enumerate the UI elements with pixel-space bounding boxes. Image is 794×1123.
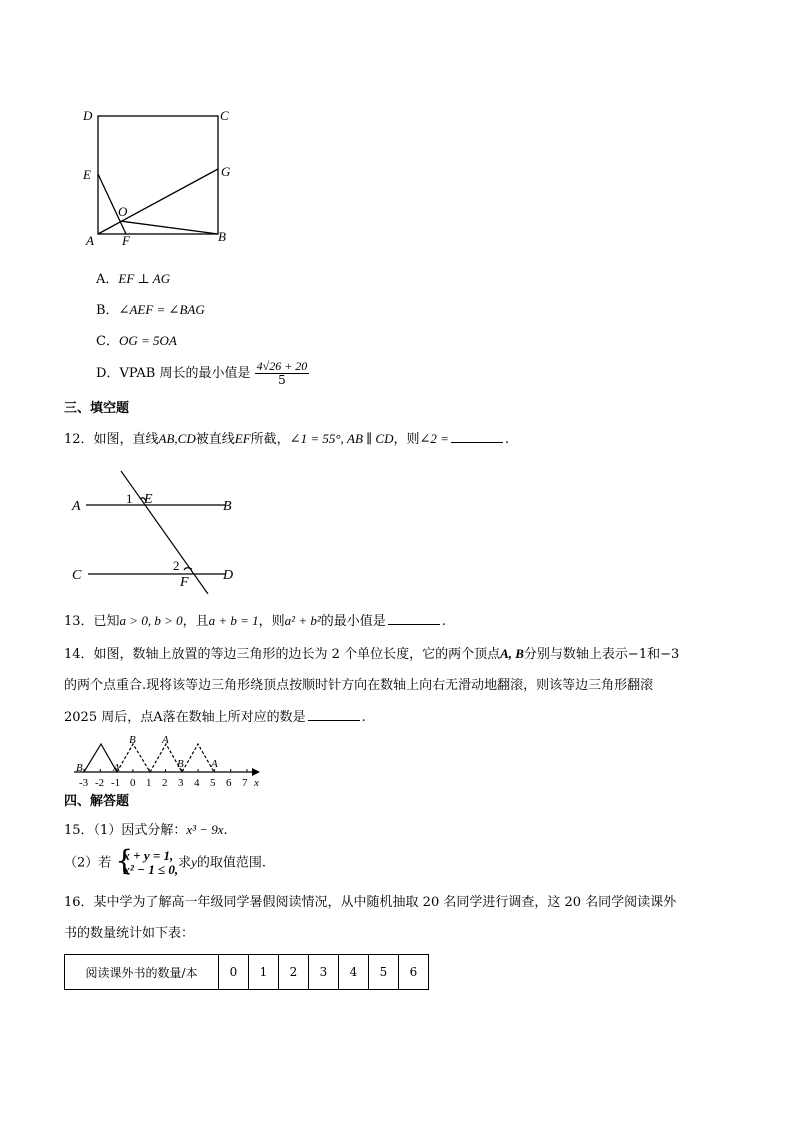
q13-end: .: [441, 614, 446, 629]
label-e: E: [144, 492, 153, 507]
q12-ask: ∠2 =: [419, 431, 449, 446]
section-title-answer: 四、解答题: [64, 794, 130, 809]
option-letter: C．: [96, 334, 119, 349]
q14-vertices: A, B: [500, 646, 524, 661]
question-16-line-2: 书的数量统计如下表：: [64, 926, 195, 941]
label-b: B: [218, 229, 226, 244]
q13-expression: a² + b²: [284, 613, 321, 628]
vertex-label-b: B: [129, 734, 136, 746]
q12-text: 被直线: [195, 432, 235, 447]
option-text: EF ⊥ AG: [118, 271, 171, 286]
answer-blank[interactable]: [451, 430, 503, 443]
option-d: [96, 360, 309, 387]
q12-line-ef: EF: [234, 431, 251, 446]
vertex-label-a: A: [113, 762, 120, 774]
parallel-lines-figure: [66, 466, 246, 594]
tick-label: 4: [194, 777, 200, 789]
q15-variable: y: [191, 854, 197, 870]
table-cell: 3: [309, 955, 339, 990]
tick-label: 1: [146, 777, 152, 789]
q14-text: 14．如图，数轴上放置的等边三角形的边长为 2 个单位长度，它的两个顶点: [64, 647, 501, 662]
option-text: OG = 5OA: [118, 333, 177, 348]
fraction-numerator: 4√26 + 20: [256, 359, 308, 373]
q15-end: .: [223, 823, 228, 838]
question-15-part-1: [64, 821, 228, 840]
label-c: C: [72, 568, 82, 583]
q15-text: 15．（1）因式分解：: [64, 823, 187, 838]
option-text: ∠AEF = ∠BAG: [118, 302, 205, 317]
option-letter: D．: [96, 366, 120, 381]
system-line-1: x + y = 1,: [123, 848, 174, 863]
tick-label: 5: [210, 777, 216, 789]
question-14-line-3: [64, 708, 366, 727]
q13-condition: a > 0, b > 0: [119, 613, 183, 628]
q12-condition: ∠1 = 55°, AB ∥ CD: [289, 431, 394, 446]
tick-label: -1: [111, 777, 121, 789]
option-b: [96, 301, 205, 320]
axis-arrow: [252, 768, 260, 776]
option-text: VPAB 周长的最小值是: [119, 366, 251, 381]
number-line-figure: [70, 732, 270, 790]
table-row: [65, 955, 429, 990]
label-g: G: [221, 164, 231, 179]
option-a: [96, 270, 170, 289]
vertex-label-b: B: [76, 762, 83, 774]
q15-text: 的取值范围.: [196, 855, 267, 871]
answer-blank[interactable]: [388, 612, 440, 625]
table-cell: 0: [219, 955, 249, 990]
label-f: F: [180, 575, 189, 590]
option-c: [96, 332, 177, 351]
brace-symbol: {: [115, 844, 134, 877]
question-14-line-2: 的两个点重合.现将该等边三角形绕顶点按顺时针方向在数轴上向右无滑动地翻滚，则该等边三角形翻滚: [64, 678, 654, 693]
section-title-fill-in: 三、填空题: [64, 401, 130, 416]
label-d: D: [83, 108, 93, 123]
fraction-denominator: 5: [278, 373, 286, 387]
answer-blank[interactable]: [308, 708, 360, 721]
table-cell: 1: [249, 955, 279, 990]
q14-end: .: [361, 710, 366, 725]
axis-label-x: x: [254, 777, 259, 789]
q15-expression: x³ − 9x: [186, 822, 224, 837]
option-letter: A．: [96, 272, 119, 287]
q13-text: ，则: [258, 614, 285, 629]
tick-label: 2: [162, 777, 168, 789]
tick-label: -3: [79, 777, 89, 789]
label-a: A: [86, 233, 94, 248]
q13-text: ，且: [182, 614, 209, 629]
q12-end: .: [504, 432, 510, 447]
question-16-line-1: 16．某中学为了解高一年级同学暑假阅读情况，从中随机抽取 20 名同学进行调查，这 20 名同学阅读课外: [64, 895, 677, 910]
q14-text: 2025 周后，点A落在数轴上所对应的数是: [64, 710, 306, 725]
q15-text: （2）若: [64, 855, 112, 871]
option-letter: B．: [96, 303, 119, 318]
square-abcd: [98, 116, 218, 234]
label-o: O: [118, 204, 128, 219]
label-c: C: [220, 108, 229, 123]
q12-text: ，则: [393, 432, 420, 447]
question-13: [64, 612, 446, 631]
reading-stats-table: [64, 954, 429, 990]
q13-text: 13．已知: [64, 614, 120, 629]
label-a: A: [72, 499, 81, 514]
table-header-cell: 阅读课外书的数量/本: [65, 955, 219, 990]
label-f: F: [122, 233, 130, 248]
q13-sum: a + b = 1: [208, 613, 259, 628]
table-cell: 4: [339, 955, 369, 990]
q14-text: 分别与数轴上表示−1和−3: [523, 647, 680, 662]
q15-text: 求: [178, 855, 192, 871]
table-cell: 5: [369, 955, 399, 990]
table-cell: 2: [279, 955, 309, 990]
vertex-label-a: A: [162, 734, 169, 746]
question-12: [64, 430, 509, 449]
tick-label: 0: [130, 777, 136, 789]
min-perimeter-fraction: [255, 360, 310, 387]
q13-text: 的最小值是: [320, 614, 386, 629]
tick-label: 3: [178, 777, 184, 789]
table-cell: 6: [399, 955, 429, 990]
square-figure: [78, 104, 238, 249]
equation-system: [115, 844, 179, 877]
question-14-line-1: [64, 645, 679, 664]
segment-ob: [120, 221, 218, 234]
segment-ag: [98, 169, 218, 234]
vertex-label-b: B: [177, 758, 184, 770]
tick-label: 7: [242, 777, 248, 789]
q12-text: 所截，: [250, 432, 290, 447]
label-e: E: [83, 167, 91, 182]
q12-text: 12．如图，直线: [64, 432, 159, 447]
angle-2-label: 2: [173, 558, 180, 573]
system-line-2: x² − 1 ≤ 0,: [123, 862, 179, 877]
tick-label: 6: [226, 777, 232, 789]
q12-lines: AB,CD: [158, 431, 196, 446]
tick-label: -2: [95, 777, 105, 789]
line-ef: [121, 471, 208, 594]
angle-1-label: 1: [126, 491, 133, 506]
rolled-triangles: [117, 744, 214, 772]
label-d: D: [223, 568, 234, 583]
question-15-part-2: [64, 844, 267, 877]
vertex-label-a: A: [211, 758, 218, 770]
label-b: B: [223, 499, 232, 514]
